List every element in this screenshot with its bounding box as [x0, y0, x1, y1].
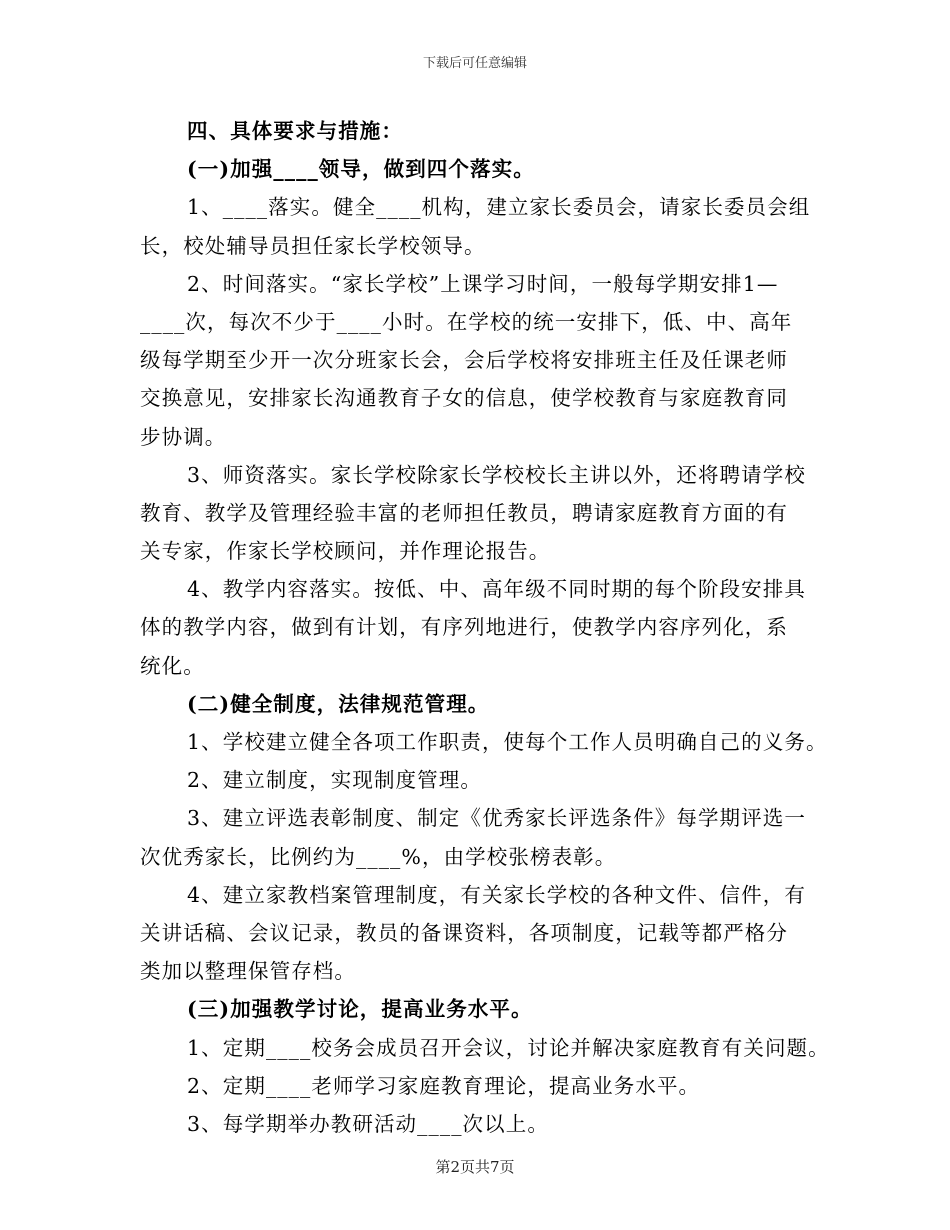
subsection-heading: (三)加强教学讨论，提高业务水平。: [187, 997, 533, 1022]
paragraph-line: 关讲话稿、会议记录，教员的备课资料，各项制度，记载等都严格分: [140, 920, 788, 945]
paragraph-line: 4、建立家教档案管理制度，有关家长学校的各种文件、信件，有: [187, 882, 806, 907]
paragraph-line: 类加以整理保管存档。: [140, 959, 356, 984]
paragraph-line: 级每学期至少开一次分班家长会，会后学校将安排班主任及任课老师: [140, 348, 788, 373]
paragraph-line: ____次，每次不少于____小时。在学校的统一安排下，低、中、高年: [140, 309, 793, 334]
paragraph-line: 3、师资落实。家长学校除家长学校校长主讲以外，还将聘请学校: [187, 462, 806, 487]
paragraph-line: 2、时间落实。“家长学校”上课学习时间，一般每学期安排1—: [187, 271, 779, 296]
subsection-heading: (二)健全制度，法律规范管理。: [187, 691, 490, 716]
paragraph-line: 步协调。: [140, 424, 227, 449]
paragraph-line: 1、学校建立健全各项工作职责，使每个工作人员明确自己的义务。: [187, 730, 828, 754]
paragraph-line: 次优秀家长，比例约为____%，由学校张榜表彰。: [140, 844, 617, 869]
paragraph-line: 交换意见，安排家长沟通教育子女的信息，使学校教育与家庭教育同: [140, 386, 788, 411]
paragraph-line: 统化。: [140, 653, 205, 678]
page-number: 第2页共7页: [435, 1158, 515, 1176]
subsection-heading: (一)加强____领导，做到四个落实。: [187, 157, 535, 182]
paragraph-line: 长，校处辅导员担任家长学校领导。: [140, 233, 486, 258]
paragraph-line: 1、定期____校务会成员召开会议，讨论并解决家庭教育有关问题。: [187, 1035, 830, 1060]
paragraph-line: 关专家，作家长学校顾问，并作理论报告。: [140, 539, 551, 564]
section-heading: 四、具体要求与措施：: [187, 119, 403, 143]
paragraph-line: 体的教学内容，做到有计划，有序列地进行，使教学内容序列化，系: [140, 615, 788, 640]
header-note: 下载后可任意编辑: [422, 56, 527, 71]
paragraph-line: 教育、教学及管理经验丰富的老师担任教员，聘请家庭教育方面的有: [140, 500, 788, 525]
paragraph-line: 3、每学期举办教研活动____次以上。: [187, 1111, 549, 1136]
paragraph-line: 4、教学内容落实。按低、中、高年级不同时期的每个阶段安排具: [187, 577, 806, 602]
paragraph-line: 2、定期____老师学习家庭教育理论，提高业务水平。: [187, 1073, 701, 1098]
paragraph-line: 1、____落实。健全____机构，建立家长委员会，请家长委员会组: [187, 195, 811, 220]
document-body: [140, 112, 830, 1143]
paragraph-line: 2、建立制度，实现制度管理。: [187, 768, 482, 793]
paragraph-line: 3、建立评选表彰制度、制定《优秀家长评选条件》每学期评选一: [187, 806, 806, 831]
